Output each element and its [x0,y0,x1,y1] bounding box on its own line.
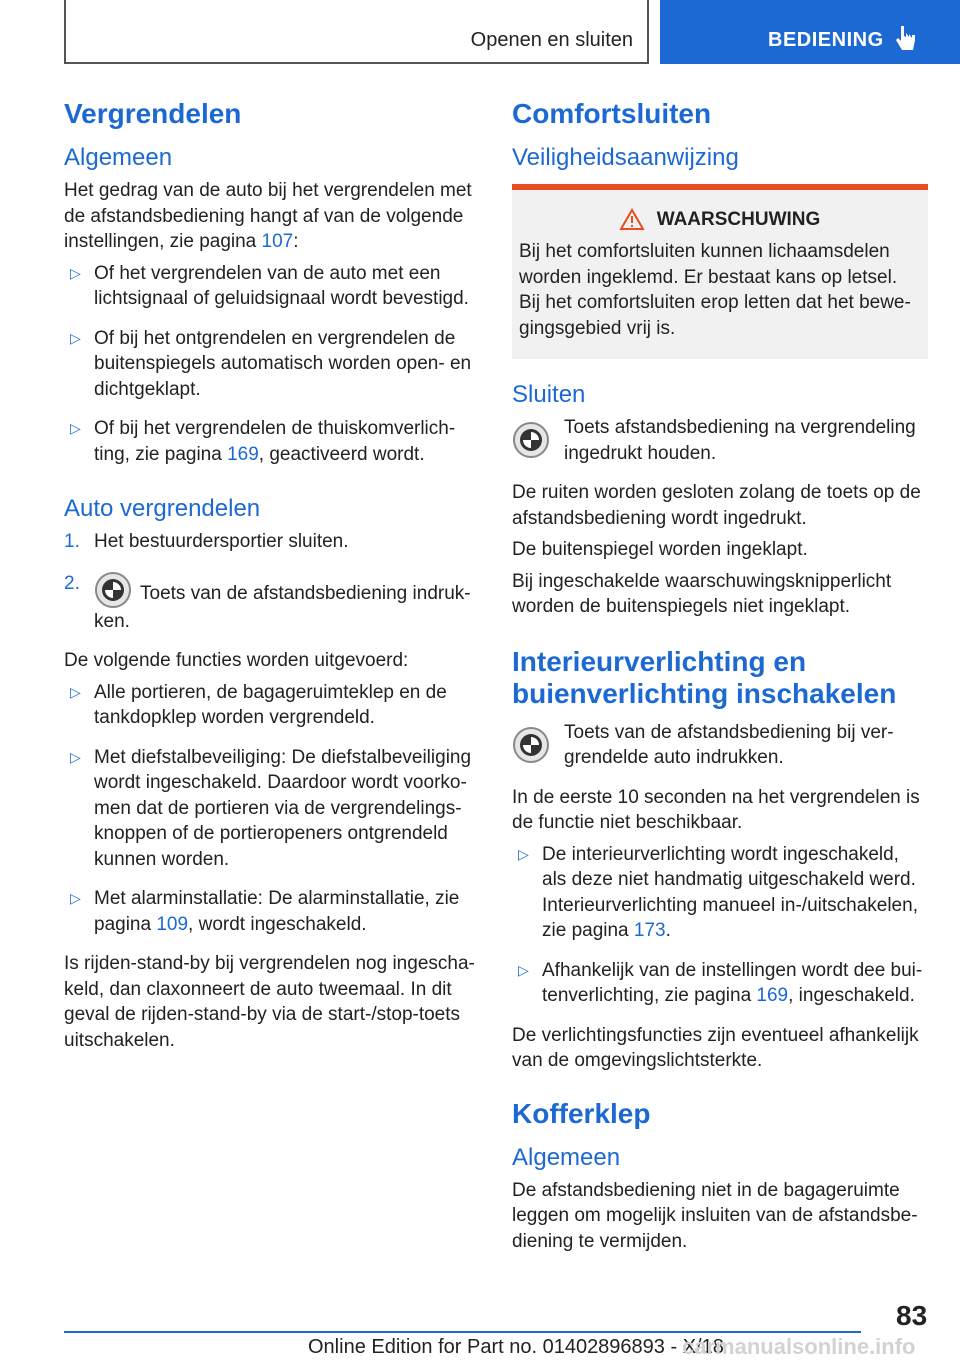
page-number: 83 [896,1300,928,1331]
bullet-triangle-icon: ▷ [70,264,81,281]
left-column [64,98,480,1059]
lock-steps [64,529,480,640]
bullet-triangle-icon: ▷ [518,845,529,862]
footer-watermark: carmanualsonline.info [682,1334,916,1359]
page-link-169[interactable]: 169 [227,443,259,465]
intro-paragraph: Het gedrag van de auto bij het vergrendelen met de afstandsbediening hangt af van de volgende instellingen, zie pagina 107: [64,180,472,252]
key-instruction: Toets van de afstandsbediening bij vergrendelde auto indrukken. [512,720,928,777]
trunk-paragraph: De afstandsbediening niet in de bagageruimte leggen om mogelijk insluiten van de afstandsbediening te vermijden. [512,1179,918,1252]
section-title-comfortsluiten: Comfortsluiten [512,98,712,129]
footer-edition: Online Edition for Part no. 01402896893 - X/18 [308,1336,724,1358]
step-item: 2. Toets van de afstandsbediening indrukken. [64,572,471,632]
settings-list [64,261,480,474]
warning-text: Bij het comfortsluiten kunnen lichaamsdelen worden ingeklemd. Er bestaat kans op letsel. Bij het comfortsluiten erop letten dat het bewegingsgebied vrij is. [519,241,911,339]
remote-key-button-icon [512,421,550,459]
section-title-kofferklep: Kofferklep [512,1097,651,1129]
bullet-triangle-icon: ▷ [518,961,529,978]
warning-box [512,184,928,359]
standby-paragraph: Is rijden-stand-by bij vergrendelen nog ingeschakeld, dan claxonneert de auto tweemaal. In dit geval de rijden-stand-by via de start-/stop-toets uitschakelen. [64,953,475,1051]
page-link-109[interactable]: 109 [156,913,189,935]
bullet-triangle-icon: ▷ [70,890,81,906]
functions-list [64,680,480,944]
pointing-hand-icon [895,24,917,54]
lighting-paragraph-1: In de eerste 10 seconden na het vergrendelen is de functie niet beschikbaar. [512,786,920,833]
header-chapter-title: BEDIENING [768,29,884,51]
remote-key-button-icon [94,571,132,609]
right-column [512,98,928,1260]
remote-key-button-icon [512,726,550,764]
lighting-paragraph-2: De verlichtingsfuncties zijn eventueel afhankelijk van de omgevingslichtsterkte. [512,1024,919,1071]
heading-auto-vergrendelen: Auto vergrendelen [64,495,261,522]
heading-sluiten: Sluiten [512,381,586,408]
functions-intro: De volgende functies worden uitgevoerd: [64,650,409,671]
key-instruction: Toets afstandsbediening na vergrendeling ingedrukt houden. [512,415,928,472]
warning-triangle-icon [619,208,645,231]
list-item: ▷ Of het vergrendelen van de auto met een lichtsignaal of geluidsignaal wordt bevestigd. [64,261,480,318]
list-item: ▷ Of bij het vergrendelen de thuiskomverlichting, zie pagina 169, geactiveerd wordt. [64,416,480,473]
list-item: ▷ Met diefstalbeveiliging: De diefstalbeveiliging wordt ingeschakeld. Daardoor wordt voorkomen dat de portieren via de vergrendelingsknoppen of de portieropeners ontgrendeld kunnen worden. [64,745,480,879]
list-item: ▷ Afhankelijk van de instellingen wordt dee buitenverlichting, zie pagina 169, ingeschakeld. [512,958,928,1015]
bullet-triangle-icon: ▷ [70,329,81,346]
section-title-lighting: Interieurverlichting en buienverlichting inschakelen [512,645,897,709]
list-item: ▷ Of bij het ontgrendelen en vergrendelen de buitenspiegels automatisch worden open- en dichtgeklapt. [64,326,480,409]
heading-algemeen: Algemeen [64,144,173,171]
bullet-triangle-icon: ▷ [70,420,81,436]
list-item: ▷ De interieurverlichting wordt ingeschakeld, als deze niet handmatig uitgeschakeld werd. Interieurverlichting manueel in-/uitschakelen, zie pagina 173. [512,842,928,950]
step-item: 1. Het bestuurdersportier sluiten. [64,531,349,552]
list-item: ▷ Alle portieren, de bagageruimteklep en de tankdopklep worden vergrendeld. [64,680,480,737]
heading-veiligheidsaanwijzing: Veiligheidsaanwijzing [512,144,739,171]
close-paragraph-1: De ruiten worden gesloten zolang de toets op de afstandsbediening wordt ingedrukt. [512,482,921,529]
header-section-title: Openen en sluiten [470,29,633,51]
close-paragraph-3: Bij ingeschakelde waarschuwingsknipperlicht worden de buitenspiegels niet ingeklapt. [512,570,892,617]
lighting-list [512,842,928,1015]
section-title-vergrendelen: Vergrendelen [64,98,242,129]
close-paragraph-2: De buitenspiegel worden ingeklapt. [512,539,808,560]
bullet-triangle-icon: ▷ [70,748,81,765]
header-chapter-tab [660,0,960,64]
page-link-169[interactable]: 169 [756,985,789,1006]
header-section-tab [64,0,649,64]
heading-algemeen-trunk: Algemeen [512,1143,621,1171]
bullet-triangle-icon: ▷ [70,683,81,700]
list-item: ▷ Met alarminstallatie: De alarminstallatie, zie pagina 109, wordt ingeschakeld. [64,886,480,943]
warning-title: WAARSCHUWING [519,208,920,231]
page-link-107[interactable]: 107 [261,231,294,252]
footer-divider [64,1331,861,1333]
page-link-173[interactable]: 173 [633,920,666,941]
